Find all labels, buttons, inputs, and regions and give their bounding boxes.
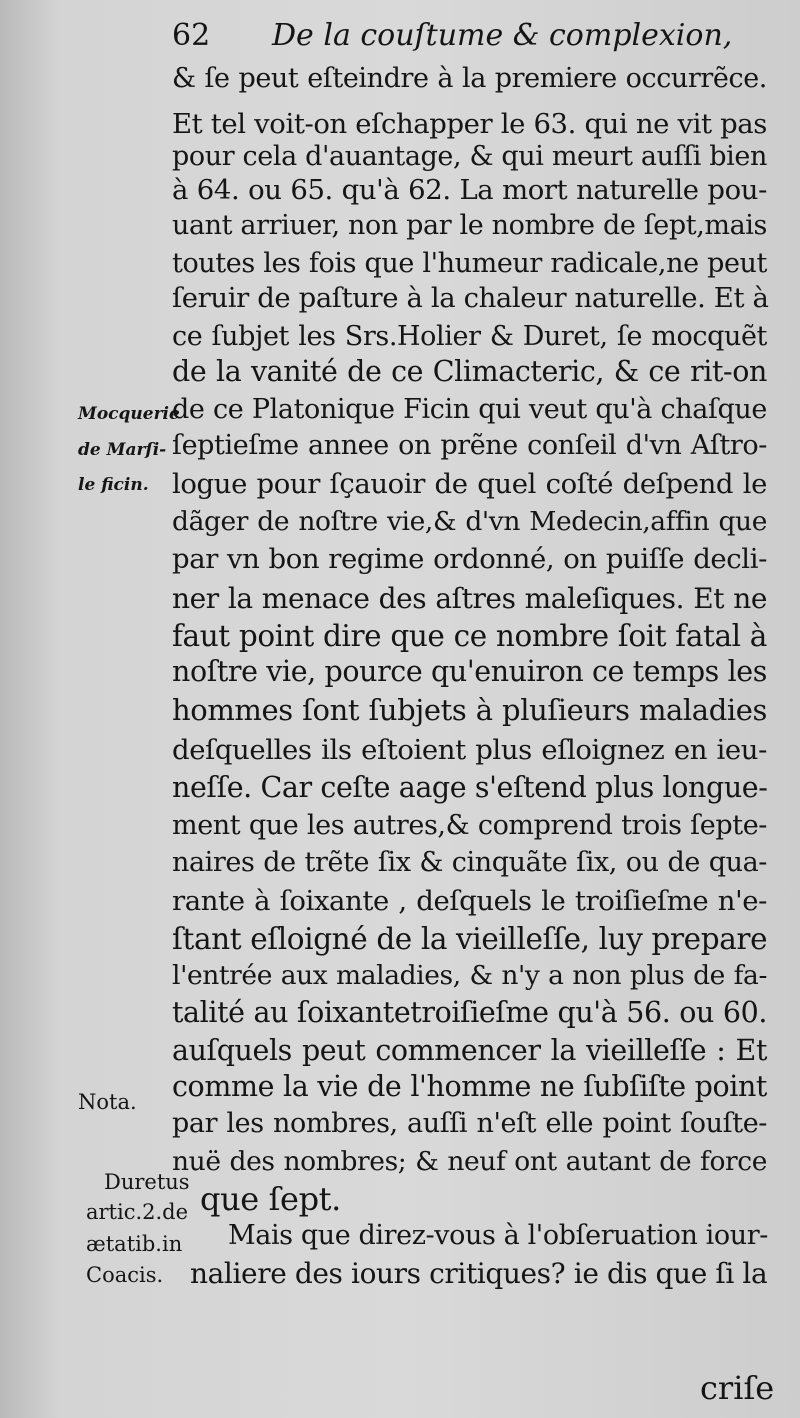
body-line: auſquels peut commencer la vieilleſſe : Et: [172, 1034, 767, 1067]
body-line: ment que les autres,& comprend trois ſepte-: [172, 810, 767, 841]
body-line: noſtre vie, pource qu'enuiron ce temps les: [172, 655, 767, 688]
body-line: ſtant eſloigné de la vieilleſſe, luy prepare: [172, 922, 768, 956]
page-number: 62: [172, 18, 211, 53]
body-line: rante à ſoixante , deſquels le troiſieſme n'e-: [172, 885, 767, 917]
running-title: De la couſtume & complexion,: [272, 18, 733, 53]
body-line: à 64. ou 65. qu'à 62. La mort naturelle pou-: [172, 174, 767, 206]
body-line: par les nombres, auſſi n'eſt elle point ſouſte-: [172, 1108, 767, 1139]
body-line: pour cela d'auantage, & qui meurt auſſi bien: [172, 141, 767, 172]
body-line: nuë des nombres; & neuf ont autant de force: [172, 1146, 767, 1177]
body-line: hommes ſont ſubjets à pluſieurs maladies: [172, 693, 767, 727]
body-line: naliere des iours critiques? ie dis que ſi la: [190, 1257, 768, 1290]
body-line: talité au ſoixantetroiſieſme qu'à 56. ou 60.: [172, 996, 767, 1029]
body-line: neſſe. Car ceſte aage s'eſtend plus longue-: [172, 771, 768, 804]
body-line: ner la menace des aſtres maleſiques. Et ne: [172, 582, 767, 615]
side-note-line: artic.2.de: [86, 1200, 189, 1224]
body-line: de la vanité de ce Climacteric, & ce rit-on: [172, 355, 767, 388]
body-line: & ſe peut eſteindre à la premiere occurrẽce.: [172, 63, 767, 94]
body-line: Et tel voit-on eſchapper le 63. qui ne vit pas: [172, 108, 767, 140]
body-line: naires de trẽte ſix & cinquãte ſix, ou de qua-: [172, 847, 767, 878]
catchword: criſe: [700, 1369, 775, 1407]
body-line: ſeruir de paſture à la chaleur naturelle. Et à: [172, 282, 769, 314]
body-line: que ſept.: [200, 1180, 341, 1218]
body-line: dãger de noſtre vie,& d'vn Medecin,affin que: [172, 506, 767, 537]
body-line: toutes les fois que l'humeur radicale,ne peut: [172, 248, 767, 279]
side-note-line: Mocquerie: [78, 404, 180, 424]
side-note-line: ætatib.in: [86, 1232, 183, 1256]
body-line: uant arriuer, non par le nombre de ſept,mais: [172, 210, 767, 241]
body-line: faut point dire que ce nombre ſoit fatal à: [172, 619, 767, 653]
side-note-line: le ficin.: [78, 475, 149, 495]
body-line: comme la vie de l'homme ne ſubſiſte point: [172, 1070, 767, 1103]
body-line: ſeptieſme annee on prẽne conſeil d'vn Aſtro-: [172, 430, 767, 461]
body-line: par vn bon regime ordonné, on puiſſe decli-: [172, 543, 767, 575]
body-line: ce ſubjet les Srs.Holier & Duret, ſe mocquẽt: [172, 321, 767, 352]
body-line: l'entrée aux maladies, & n'y a non plus de fa-: [172, 960, 767, 991]
side-note-line: de Marſi-: [78, 440, 167, 460]
side-note-line: Coacis.: [86, 1263, 164, 1287]
body-line: Mais que direz-vous à l'obſeruation iour-: [228, 1220, 768, 1251]
side-note-nota: Nota.: [78, 1090, 137, 1114]
body-line: logue pour ſçauoir de quel coſté deſpend le: [172, 468, 767, 500]
body-line: deſquelles ils eſtoient plus eſloignez en ieu-: [172, 734, 767, 766]
side-note-line: Duretus: [104, 1170, 190, 1194]
body-line: de ce Platonique Ficin qui veut qu'à chaſque: [172, 394, 767, 425]
